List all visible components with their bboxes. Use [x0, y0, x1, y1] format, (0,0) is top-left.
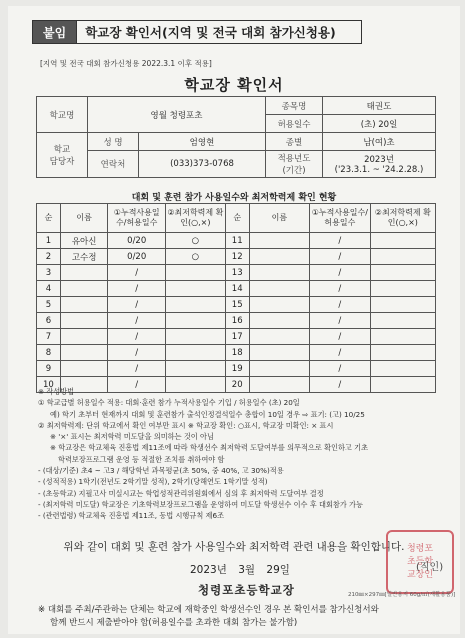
- instruction-line: ※ '×' 표시는 최저학력 미도달을 의미하는 것이 아님: [50, 432, 214, 442]
- minimum-check: [370, 313, 435, 329]
- student-name: [249, 313, 309, 329]
- year-cell: [323, 151, 436, 178]
- instruction-line: - (성적적용) 1학기(전년도 2학기말 성적), 2학기(당해연도 1학기말 성적): [38, 477, 268, 487]
- minimum-check: [370, 249, 435, 265]
- minimum-check: [370, 345, 435, 361]
- student-name: [249, 297, 309, 313]
- school-info-table: [36, 96, 436, 178]
- table-row: [37, 345, 436, 361]
- table-row: [37, 297, 436, 313]
- minimum-check: [165, 297, 225, 313]
- minimum-check: [370, 329, 435, 345]
- row-number: 10: [37, 377, 61, 393]
- date-month: 3월: [238, 564, 256, 576]
- row-number: 16: [225, 313, 249, 329]
- row-number: 19: [225, 361, 249, 377]
- cumulative-days: /: [108, 345, 166, 361]
- usage-table-body: [37, 233, 436, 393]
- document-sheet: [8, 6, 460, 634]
- submission-note: [38, 604, 453, 630]
- row-number: 4: [37, 281, 61, 297]
- student-name: [249, 233, 309, 249]
- minimum-check: [165, 281, 225, 297]
- student-name: [249, 329, 309, 345]
- gender-label: 종별: [266, 133, 323, 151]
- cumulative-days: /: [310, 361, 371, 377]
- table-row: [37, 265, 436, 281]
- row-number: 11: [225, 233, 249, 249]
- applicability-note: [지역 및 전국 대회 참가신청용 2022.3.1 이후 적용]: [40, 59, 212, 68]
- cumulative-days: /: [108, 377, 166, 393]
- cumulative-days: 0/20: [108, 233, 166, 249]
- event-value: 태권도: [323, 97, 436, 115]
- student-name: [249, 281, 309, 297]
- col-minimum-left: ②최저학력제 확인(○,×): [165, 204, 225, 233]
- school-name-label: 학교명: [37, 97, 88, 133]
- minimum-check: [370, 265, 435, 281]
- writing-instructions: [38, 386, 458, 522]
- student-name: [60, 313, 108, 329]
- document-title: 학교장 확인서: [184, 76, 284, 94]
- minimum-check: ○: [165, 233, 225, 249]
- instruction-line: - (초등학교) 지필고사 미실시교는 학업성적관리위원회에서 심의 후 최저학력 도달여부 결정: [38, 488, 324, 498]
- paper-size-info: 210㎜×297㎜[일반용지 60g/㎡(재활용품)]: [348, 592, 456, 598]
- student-name: [60, 297, 108, 313]
- minimum-check: [165, 361, 225, 377]
- row-number: 1: [37, 233, 61, 249]
- minimum-check: [370, 281, 435, 297]
- row-number: 20: [225, 377, 249, 393]
- cumulative-days: /: [310, 329, 371, 345]
- minimum-check: [165, 329, 225, 345]
- seal-label: (직인): [416, 562, 444, 573]
- cumulative-days: /: [108, 361, 166, 377]
- row-number: 15: [225, 297, 249, 313]
- teacher-name-label: 성 명: [88, 133, 139, 151]
- cumulative-days: /: [108, 329, 166, 345]
- col-days-right: ①누적사용일수/허용일수: [310, 204, 371, 233]
- col-no-right: 순: [225, 204, 249, 233]
- year-value: 2023년: [364, 155, 394, 165]
- contact-value: (033)373-0768: [139, 151, 266, 178]
- row-number: 18: [225, 345, 249, 361]
- cumulative-days: /: [310, 265, 371, 281]
- cumulative-days: /: [310, 377, 371, 393]
- usage-section-title: 대회 및 훈련 참가 사용일수와 최저학력제 확인 현황: [131, 193, 337, 203]
- student-name: [60, 281, 108, 297]
- cumulative-days: /: [310, 313, 371, 329]
- minimum-check: [370, 233, 435, 249]
- allowed-days-label: 허용일수: [266, 115, 323, 133]
- submission-note-line2: 함께 반드시 제출받아야 함(허용일수를 초과한 대회 참가는 불가함): [50, 618, 298, 628]
- col-days-left: ①누적사용일수/허용일수: [108, 204, 166, 233]
- student-name: [249, 345, 309, 361]
- row-number: 17: [225, 329, 249, 345]
- col-minimum-right: ②최저학력제 확인(○,×): [370, 204, 435, 233]
- principal-signature: 청령포초등학교장: [198, 583, 295, 597]
- cumulative-days: /: [310, 249, 371, 265]
- seal-text: 청령포 초등학 교장인: [406, 543, 434, 580]
- school-name-value: 영월 청령포초: [88, 97, 266, 133]
- row-number: 2: [37, 249, 61, 265]
- student-name: [60, 265, 108, 281]
- date-year: 2023년: [190, 564, 227, 576]
- instruction-line: - (대상/기준) 초4 ~ 고3 / 해당학년 과목평균(초 50%, 중 40%, 고 30%)적용: [38, 466, 284, 476]
- instruction-line: 학력보장프로그램 운영 등 적절한 조치를 취하여야 함: [58, 454, 225, 464]
- row-number: 7: [37, 329, 61, 345]
- cumulative-days: /: [108, 297, 166, 313]
- teacher-name-value: 엄영현: [139, 133, 266, 151]
- doc-header: [32, 20, 362, 44]
- cumulative-days: /: [310, 297, 371, 313]
- student-name: 유아신: [60, 233, 108, 249]
- student-name: [249, 265, 309, 281]
- row-number: 5: [37, 297, 61, 313]
- instruction-line: ※ 작성방법: [38, 387, 75, 396]
- row-number: 13: [225, 265, 249, 281]
- submission-note-line1: ※ 대회를 주최/주관하는 단체는 학교에 재학중인 학생선수인 경우 본 확인서를 참가신청서와: [38, 605, 379, 615]
- year-label: 적용년도 (기간): [266, 151, 323, 178]
- event-label: 종목명: [266, 97, 323, 115]
- header-title: 학교장 확인서(지역 및 전국 대회 참가신청용): [77, 20, 362, 44]
- student-name: [60, 329, 108, 345]
- row-number: 3: [37, 265, 61, 281]
- table-row: [37, 281, 436, 297]
- instruction-line: 예) 학기 초부터 현재까지 대회 및 훈련참가 출석인정결석일수 총합이 10일 경우 ⇨ 표기: (고) 10/25: [50, 409, 365, 419]
- minimum-check: [370, 361, 435, 377]
- table-row: [37, 361, 436, 377]
- minimum-check: ○: [165, 249, 225, 265]
- attachment-tag: 붙임: [32, 20, 77, 44]
- row-number: 14: [225, 281, 249, 297]
- signing-date: [190, 562, 290, 577]
- row-number: 8: [37, 345, 61, 361]
- cumulative-days: /: [108, 313, 166, 329]
- col-name-right: 이름: [249, 204, 309, 233]
- cumulative-days: 0/20: [108, 249, 166, 265]
- row-number: 9: [37, 361, 61, 377]
- cumulative-days: /: [310, 233, 371, 249]
- table-row: [37, 329, 436, 345]
- cumulative-days: /: [108, 281, 166, 297]
- usage-table: [36, 203, 436, 393]
- cumulative-days: /: [310, 281, 371, 297]
- teacher-label: 학교 담당자: [37, 133, 88, 178]
- cumulative-days: /: [310, 345, 371, 361]
- minimum-check: [165, 345, 225, 361]
- col-no-left: 순: [37, 204, 61, 233]
- student-name: 고수정: [60, 249, 108, 265]
- date-day: 29일: [266, 564, 290, 576]
- minimum-check: [165, 313, 225, 329]
- student-name: [60, 345, 108, 361]
- table-row: [37, 313, 436, 329]
- student-name: [60, 361, 108, 377]
- allowed-days-value: (초) 20일: [323, 115, 436, 133]
- confirmation-statement: 위와 같이 대회 및 훈련 참가 사용일수와 최저학력 관련 내용을 확인합니다.: [63, 541, 405, 553]
- gender-value: 남(여)초: [323, 133, 436, 151]
- student-name: [249, 249, 309, 265]
- instruction-line: - (최저학력 미도달) 학교장은 기초학력보장프로그램을 운영하여 미도달 학생선수 이수 후 대회참가 가능: [38, 499, 363, 509]
- minimum-check: [165, 265, 225, 281]
- row-number: 6: [37, 313, 61, 329]
- minimum-check: [370, 297, 435, 313]
- contact-label: 연락처: [88, 151, 139, 178]
- table-row: [37, 249, 436, 265]
- col-name-left: 이름: [60, 204, 108, 233]
- instruction-line: ※ 학교장은 학교체육 진흥법 제11조에 따라 학생선수 최저학력 도달여부를 의무적으로 확인하고 기초: [50, 443, 369, 453]
- table-row: [37, 233, 436, 249]
- cumulative-days: /: [108, 265, 166, 281]
- student-name: [249, 361, 309, 377]
- period-value: ('23.3.1. ~ '24.2.28.): [334, 165, 424, 175]
- instruction-line: ① 학교급별 허용일수 적용: 대회·훈련 참가 누적사용일수 기입 / 허용일수 (초) 20일: [38, 398, 300, 408]
- instruction-line: - (관련법령) 학교체육 진흥법 제11조, 동법 시행규칙 제6조: [38, 511, 225, 521]
- instruction-line: ② 최저학력제: 단위 학교에서 확인 여부만 표시 ※ 학교장 확인: ○표시, 학교장 미확인: × 표시: [38, 420, 334, 430]
- row-number: 12: [225, 249, 249, 265]
